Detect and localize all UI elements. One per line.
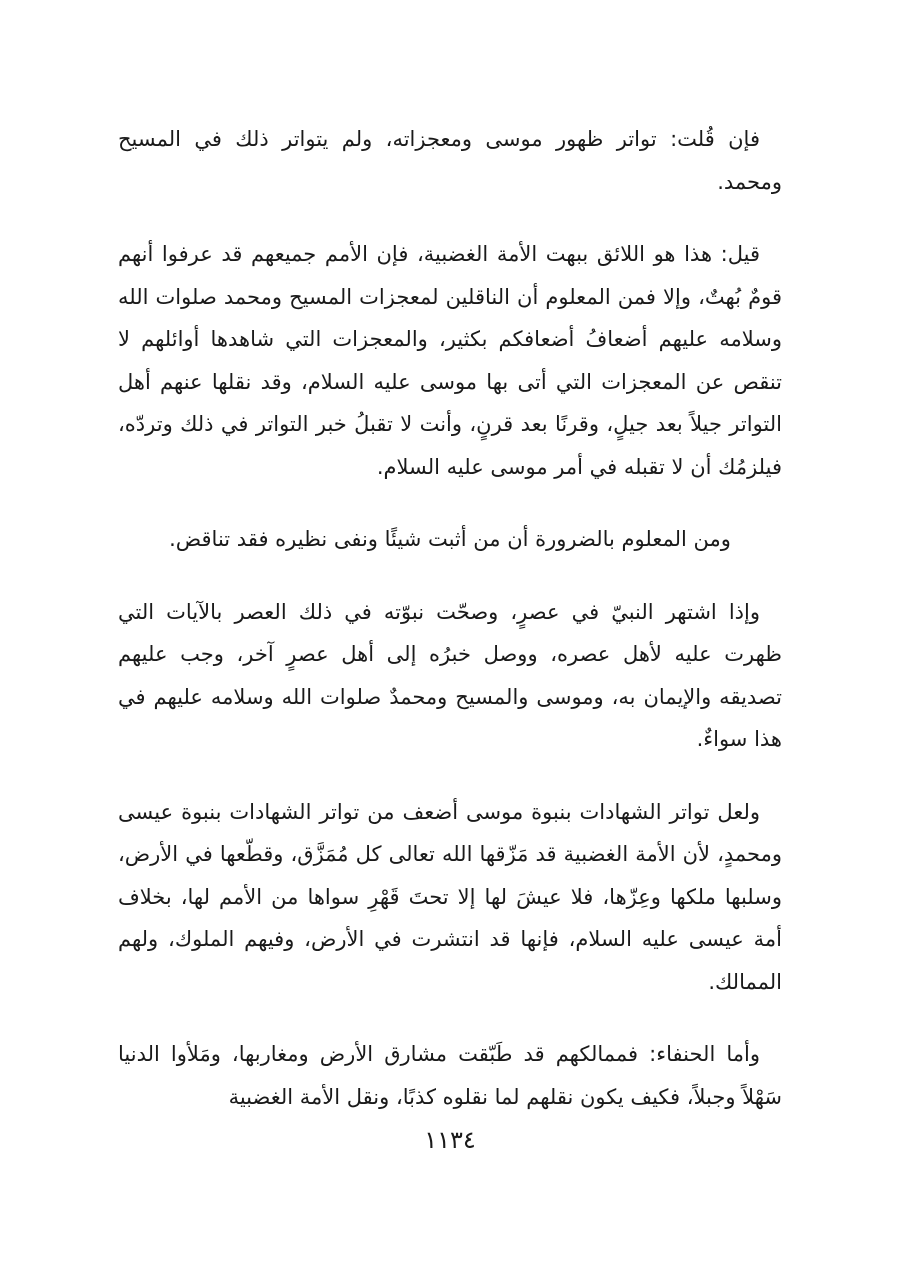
page-body [118,118,782,1118]
paragraph-necessity: ومن المعلوم بالضرورة أن من أثبت شيئًا ونفى نظيره فقد تناقض. [169,527,731,551]
paragraph-hunafa: وأما الحنفاء: فممالكهم قد طَبّقت مشارق الأرض ومغاربها، ومَلأوا الدنيا سَهْلاً وجبلاً، فكيف يكون نقلهم لما نقلوه كذبًا، ونقل الأمة الغضبية [118,1042,782,1109]
paragraph-objection: فإن قُلت: تواتر ظهور موسى ومعجزاته، ولم يتواتر ذلك في المسيح ومحمد. [118,127,782,194]
paragraph-reply: قيل: هذا هو اللائق ببهت الأمة الغضبية، فإن الأمم جميعهم قد عرفوا أنهم قومٌ بُهتٌ، وإلا فمن المعلوم أن الناقلين لمعجزات المسيح ومحمد صلوات الله وسلامه عليهم أضعافُ أضعافكم بكثير، والمعجزات التي شاهدها أوائلهم لا تنقص عن المعجزات التي أتى بها موسى عليه السلام، وقد نقلها عنهم أهل التواتر جيلاً بعد جيلٍ، وقرنًا بعد قرنٍ، وأنت لا تقبلُ خبر التواتر في ذلك وتردّه، فيلزمُك أن لا تقبله في أمر موسى عليه السلام. [118,242,782,479]
paragraph-prophet-fame: وإذا اشتهر النبيّ في عصرٍ، وصحّت نبوّته في ذلك العصر بالآيات التي ظهرت عليه لأهل عصره، ووصل خبرُه إلى أهل عصرٍ آخر، وجب عليهم تصديقه والإيمان به، وموسى والمسيح ومحمدٌ صلوات الله وسلامه عليهم في هذا سواءٌ. [118,599,782,751]
page-number: ١١٣٤ [424,1126,476,1154]
paragraph-testimony: ولعل تواتر الشهادات بنبوة موسى أضعف من تواتر الشهادات بنبوة عيسى ومحمدٍ، لأن الأمة الغضبية قد مَزّقها الله تعالى كل مُمَزَّق، وقطّعها في الأرض، وسلبها ملكها وعِزّها، فلا عيشَ لها إلا تحتَ قَهْرِ سواها من الأمم لها، بخلاف أمة عيسى عليه السلام، فإنها قد انتشرت في الأرض، وفيهم الملوك، ولهم الممالك. [118,799,782,994]
